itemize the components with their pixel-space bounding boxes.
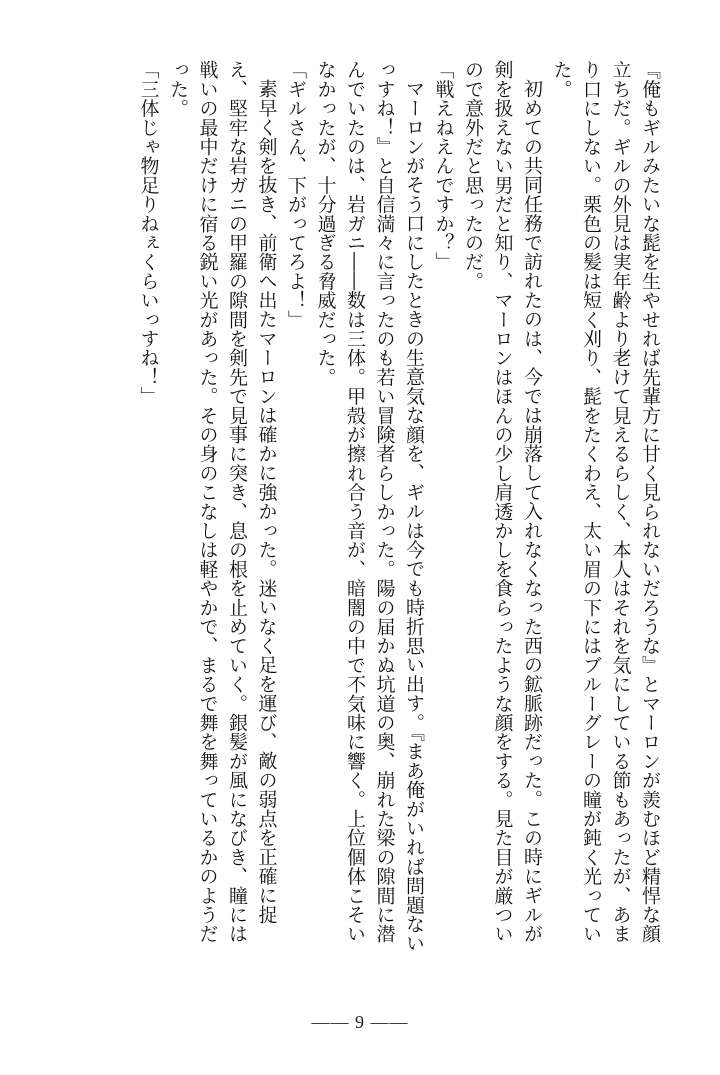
page-number: ―― 9 ―― — [311, 1012, 409, 1032]
paragraph: 素早く剣を抜き、前衛へ出たマーロンは確かに強かった。迷いなく足を運び、敵の弱点を正確に捉え、堅牢な岩ガニの甲羅の隙間を剣先で見事に突き、息の根を止めていく。銀髪が風になびき、瞳には戦いの最中だけに宿る鋭い光があった。その身のこなしは軽やかで、まるで舞を舞っているかのようだった。 — [167, 60, 278, 944]
vertical-text-body — [133, 60, 664, 960]
dialogue-line: 「戦えねえんですか？」 — [432, 60, 455, 272]
paragraph: 初めての共同任務で訪れたのは、今では崩落して入れなくなった西の鉱脈跡だった。この時にギルが剣を扱えない男だと知り、マーロンはほんの少し肩透かしを食らったような顔をする。見た目が厳ついので意外だと思ったのだ。 — [462, 60, 543, 944]
dialogue-line: 「ギルさん、下がってろよ！」 — [285, 60, 307, 329]
paragraph: マーロンがそう口にしたときの生意気な顔を、ギルは今でも時折思い出す。『まあ俺がいれば問題ないっすね！』と自信満々に言ったのも若い冒険者らしかった。陽の届かぬ坑道の奥、崩れた梁の隙間に潜んでいたのは、岩ガニ――数は三体。甲殻が擦れ合う音が、暗闇の中で不気味に響く。上位個体こそいなかったが、十分過ぎる脅威だった。 — [314, 60, 425, 953]
dialogue-line: 「三体じゃ物足りねぇくらいっすね！」 — [137, 60, 160, 406]
paragraph: 『俺もギルみたいな髭を生やせれば先輩方に甘く見られないだろうな』とマーロンが羨むほど精悍な顔立ちだ。ギルの外見は実年齢より老けて見えるらしく、本人はそれを気にしている節もあったが、あまり口にしない。栗色の髪は短く刈り、髭をたくわえ、太い眉の下にはブルーグレーの瞳が鈍く光っていた。 — [550, 60, 661, 944]
